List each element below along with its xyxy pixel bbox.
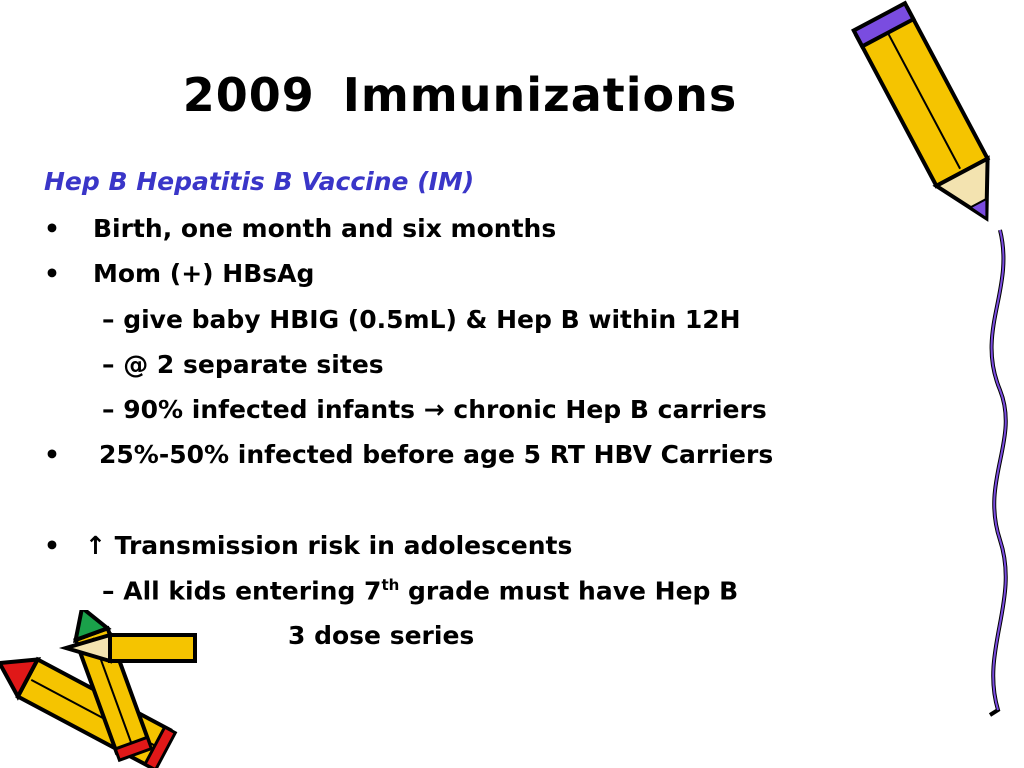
bullet-infected-age5: 25%-50% infected before age 5 RT HBV Carriers [99,440,774,469]
vaccine-subtitle: Hep B Hepatitis B Vaccine (IM) [44,167,475,196]
sub-item-3-dose: 3 dose series [288,621,475,650]
dash-marker: – [102,350,115,379]
dash-marker: – [102,395,115,424]
pencil-icon [854,3,1012,232]
bullet-marker: • [44,531,60,560]
sub-item-sites [102,350,384,379]
sub-item-7th-grade [102,576,738,605]
kids-line-pre: All kids entering 7 [123,576,382,606]
sub-item-sites-text: @ 2 separate sites [123,350,384,379]
pencil-body [110,635,195,661]
kids-line-post: grade must have Hep B [399,576,739,606]
bullet-marker: • [44,440,60,469]
sub-item-hbig-text: give baby HBIG (0.5mL) & Hep B within 12H [123,305,741,334]
bullet-adolescents: ↑ Transmission risk in adolescents [85,531,573,560]
bullet-marker: • [44,214,60,243]
title-year: 2009 [182,68,315,122]
bullet-schedule: Birth, one month and six months [93,214,557,243]
sub-item-hbig [102,305,741,334]
sub-item-carriers-text: 90% infected infants → chronic Hep B carriers [123,395,767,424]
dash-marker: – [102,576,115,606]
title-text: Immunizations [342,68,738,122]
bullet-marker: • [44,259,60,288]
kids-line-sup: th [381,576,400,594]
bullet-mom-hbsag: Mom (+) HBsAg [93,259,315,288]
pencil-vine-clipart [850,0,1024,768]
sub-item-carriers [102,395,767,424]
page-title [0,68,920,122]
pencils-clipart [0,610,210,768]
dash-marker: – [102,305,115,334]
